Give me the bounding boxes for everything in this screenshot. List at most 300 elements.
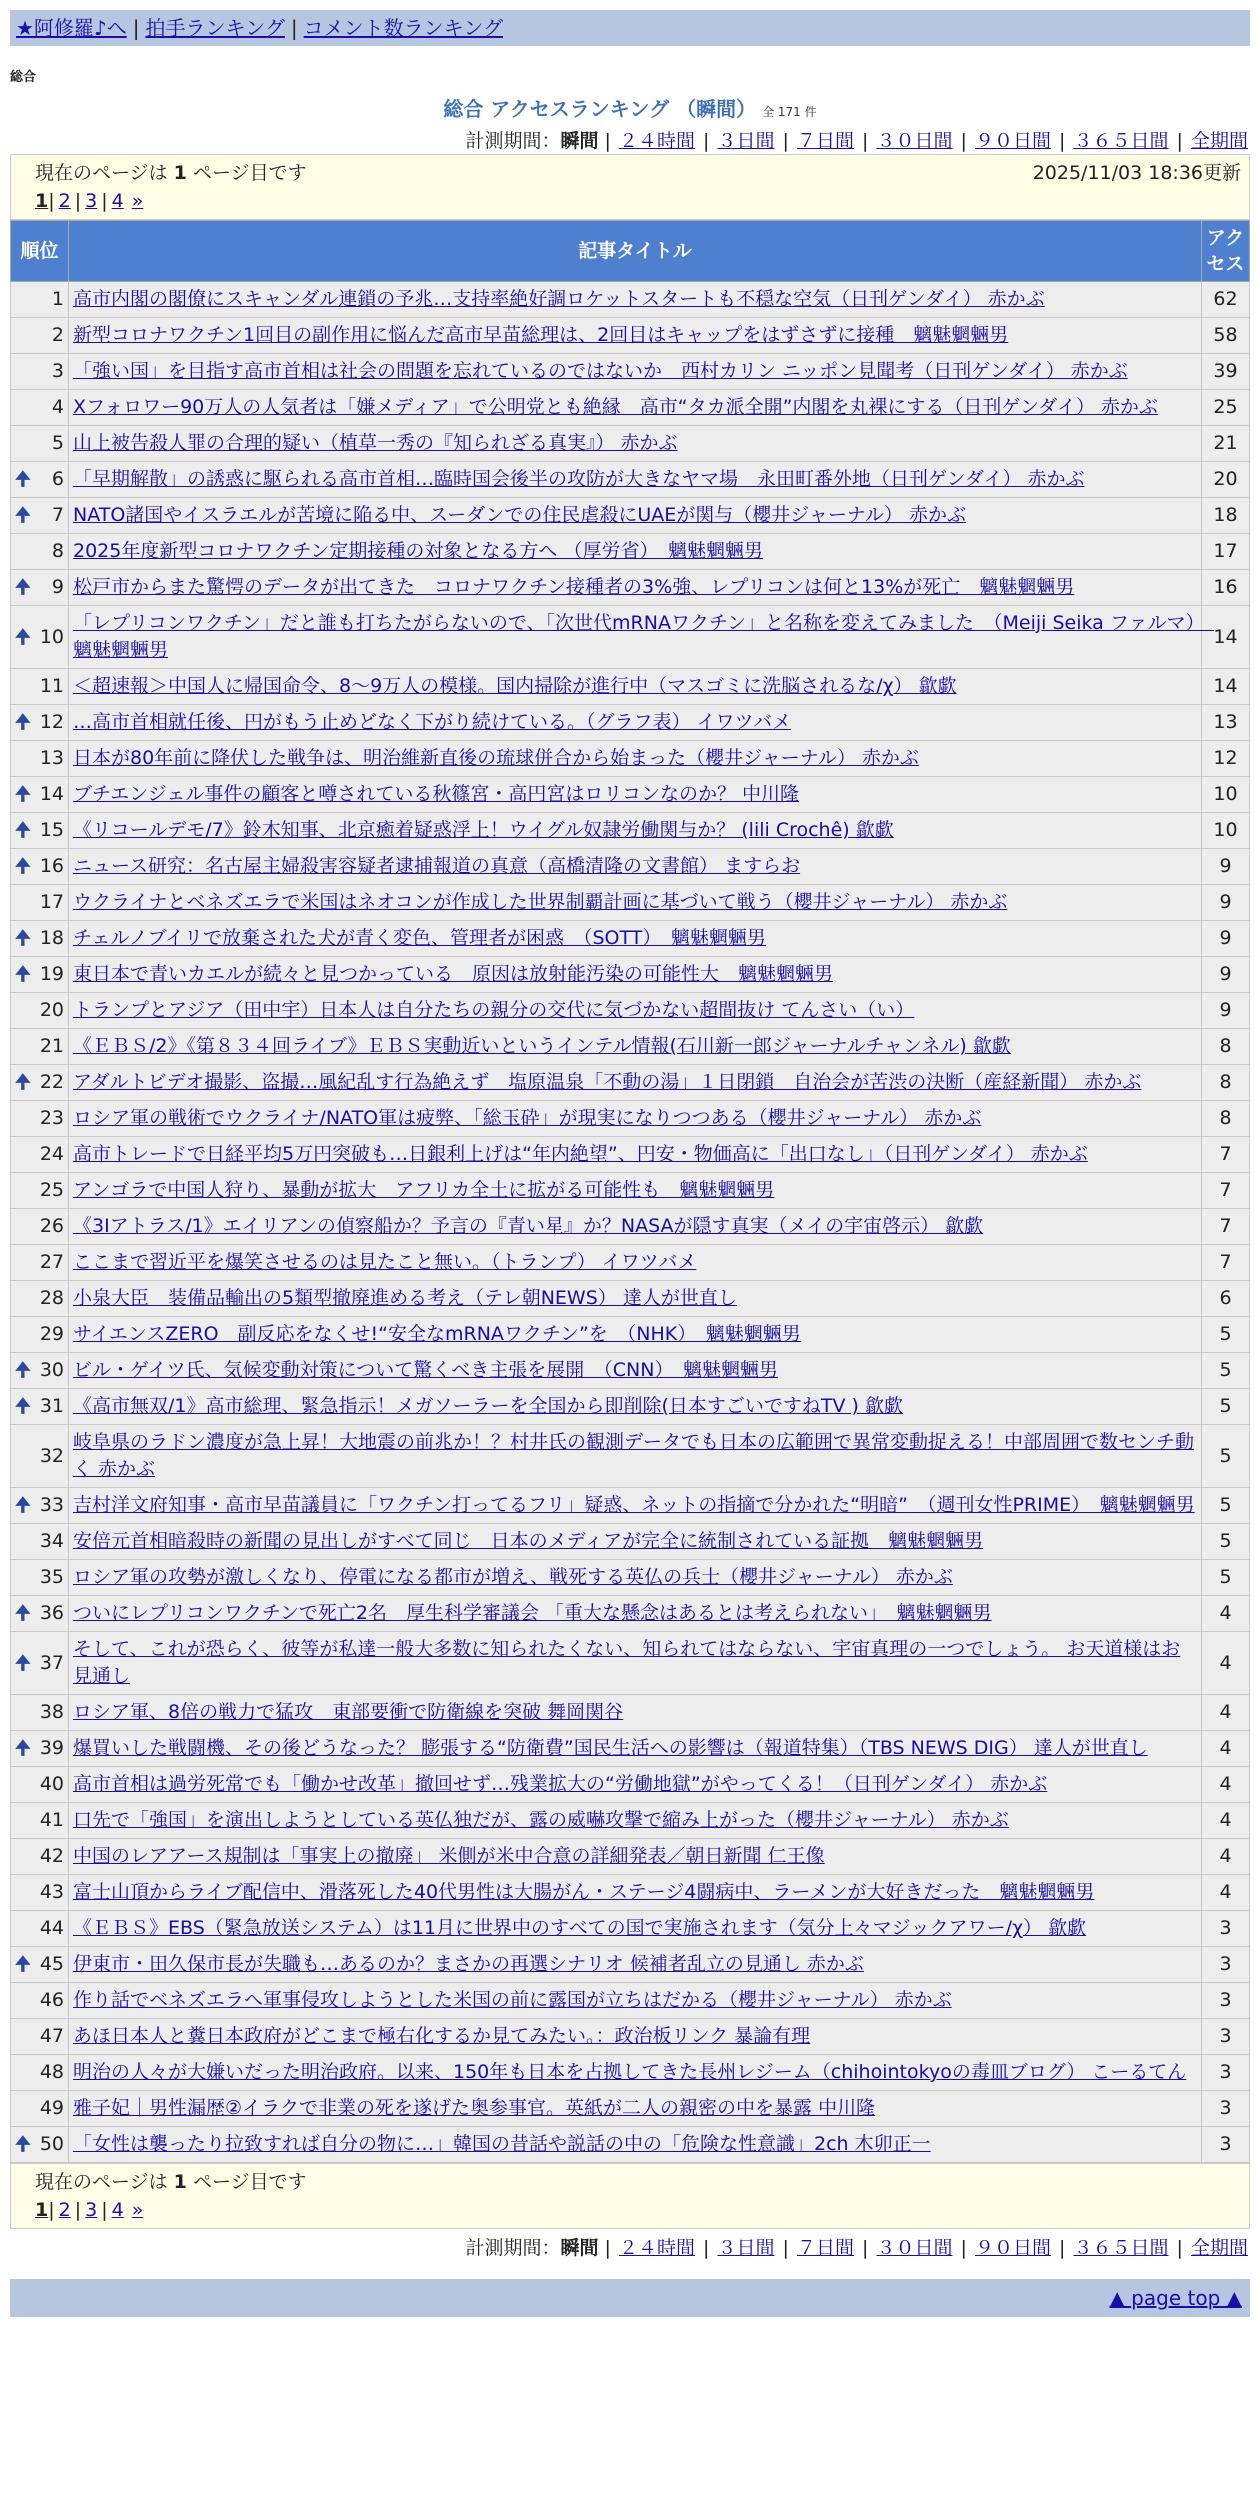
access-count: 5	[1202, 1560, 1250, 1596]
rank-cell	[11, 1875, 69, 1911]
article-link[interactable]: ロシア軍、8倍の戦力で猛攻 東部要衝で防衛線を突破 舞岡関谷	[73, 1701, 624, 1723]
access-count: 7	[1202, 1209, 1250, 1245]
article-link[interactable]: ウクライナとベネズエラで米国はネオコンが作成した世界制覇計画に基づいて戦う（櫻井ジャーナル） 赤かぶ	[73, 891, 1008, 913]
rank-up-arrow-icon: 🠉	[15, 625, 31, 648]
article-link[interactable]: 爆買いした戦闘機、その後どうなった？ 膨張する“防衛費”国民生活への影響は（報道特集）（TBS NEWS DIG） 達人が世直し	[73, 1737, 1148, 1759]
table-row	[11, 1839, 1250, 1875]
title-column-header: 記事タイトル	[69, 221, 1202, 282]
rank-cell	[11, 1983, 69, 2019]
title-cell	[69, 1875, 1202, 1911]
article-link[interactable]: 松戸市からまた驚愕のデータが出てきた コロナワクチン接種者の3%強、レプリコンは何と13%が死亡 魑魅魍魎男	[73, 576, 1075, 598]
rank-cell	[11, 282, 69, 318]
article-link[interactable]: 《高市無双/1》高市総理、緊急指示！メガソーラーを全国から即削除(日本すごいですねTV ) 歙歔	[73, 1395, 903, 1417]
clap-ranking-link[interactable]: 拍手ランキング	[145, 16, 285, 40]
period-separator: |	[598, 130, 617, 152]
rank-cell	[11, 318, 69, 354]
table-row	[11, 390, 1250, 426]
title-cell	[69, 705, 1202, 741]
period-separator: |	[1053, 2237, 1072, 2259]
article-link[interactable]: NATO諸国やイスラエルが苦境に陥る中、スーダンでの住民虐殺にUAEが関与（櫻井ジャーナル） 赤かぶ	[73, 504, 966, 526]
pagination	[35, 187, 1241, 215]
table-row	[11, 2055, 1250, 2091]
title-cell	[69, 390, 1202, 426]
rank-cell	[11, 1731, 69, 1767]
period-link-0[interactable]: ２４時間	[618, 2237, 695, 2259]
table-row	[11, 1911, 1250, 1947]
rank-cell	[11, 813, 69, 849]
rank-cell	[11, 705, 69, 741]
rank-cell	[11, 957, 69, 993]
article-link[interactable]: アンゴラで中国人狩り、暴動が拡大 アフリカ全土に拡がる可能性も 魑魅魍魎男	[73, 1179, 775, 1201]
period-link-6[interactable]: 全期間	[1190, 130, 1248, 152]
period-link-5[interactable]: ３６５日間	[1073, 2237, 1169, 2259]
table-row	[11, 426, 1250, 462]
ranking-rows	[11, 282, 1250, 2163]
article-link[interactable]: 雅子妃｜男性漏歴②イラクで非業の死を遂げた奥参事官。英紙が二人の親密の中を暴露 中川隆	[73, 2097, 876, 2119]
title-cell	[69, 1281, 1202, 1317]
article-link[interactable]: 日本が80年前に降伏した戦争は、明治維新直後の琉球併合から始まった（櫻井ジャーナル） 赤かぶ	[73, 747, 919, 769]
access-count: 9	[1202, 993, 1250, 1029]
rank-cell	[11, 1101, 69, 1137]
access-count: 9	[1202, 957, 1250, 993]
table-row	[11, 1029, 1250, 1065]
access-count: 4	[1202, 1875, 1250, 1911]
rank-number: 48	[39, 2061, 64, 2083]
table-row	[11, 1875, 1250, 1911]
rank-cell	[11, 1209, 69, 1245]
page-info-row	[35, 159, 1241, 187]
article-link[interactable]: 高市首相は過労死常でも「働かせ改革」撤回せず…残業拡大の“労働地獄”がやってくる！（日刊ゲンダイ） 赤かぶ	[73, 1773, 1048, 1795]
article-link[interactable]: 山上被告殺人罪の合理的疑い（植草一秀の『知られざる真実』） 赤かぶ	[73, 432, 678, 454]
rank-number: 2	[51, 324, 64, 346]
pagination-link-3[interactable]: 3	[85, 2199, 98, 2221]
period-link-3[interactable]: ３０日間	[876, 130, 953, 152]
article-link[interactable]: ついにレプリコンワクチンで死亡2名 厚生科学審議会 「重大な懸念はあるとは考えられない」 魑魅魍魎男	[73, 1602, 992, 1624]
access-count: 25	[1202, 390, 1250, 426]
rank-number: 50	[39, 2133, 64, 2155]
title-cell	[69, 1245, 1202, 1281]
access-count: 7	[1202, 1137, 1250, 1173]
rank-cell	[11, 1173, 69, 1209]
rank-number: 17	[39, 891, 64, 913]
access-count: 58	[1202, 318, 1250, 354]
access-count: 9	[1202, 885, 1250, 921]
rank-number: 1	[51, 288, 64, 310]
title-cell	[69, 570, 1202, 606]
title-cell	[69, 1560, 1202, 1596]
rank-number: 23	[39, 1107, 64, 1129]
article-link[interactable]: 富士山頂からライブ配信中、滑落死した40代男性は大腸がん・ステージ4闘病中、ラーメンが大好きだった 魑魅魍魎男	[73, 1881, 1095, 1903]
rank-cell	[11, 1947, 69, 1983]
table-row	[11, 1560, 1250, 1596]
article-link[interactable]: …高市首相就任後、円がもう止めどなく下がり続けている。（グラフ表） イワツバメ	[73, 711, 792, 733]
rank-cell	[11, 606, 69, 669]
rank-up-arrow-icon: 🠉	[15, 1494, 31, 1516]
article-link[interactable]: トランプとアジア（田中宇）日本人は自分たちの親分の交代に気づかない超間抜け てんさい（い）	[73, 999, 915, 1021]
period-label: 計測期間：	[465, 2237, 561, 2259]
comment-ranking-link[interactable]: コメント数ランキング	[303, 16, 504, 40]
table-row	[11, 1767, 1250, 1803]
rank-cell	[11, 570, 69, 606]
title-cell	[69, 2127, 1202, 2163]
rank-number: 10	[39, 625, 64, 648]
period-link-0[interactable]: ２４時間	[618, 130, 695, 152]
rank-number: 5	[51, 432, 64, 454]
table-row	[11, 813, 1250, 849]
pagination-next[interactable]: »	[131, 2199, 144, 2221]
rank-cell	[11, 1911, 69, 1947]
rank-cell	[11, 462, 69, 498]
pagination-link-4[interactable]: 4	[111, 2199, 124, 2221]
page-indicator	[35, 2168, 307, 2196]
title-cell	[69, 1767, 1202, 1803]
article-link[interactable]: 伊東市・田久保市長が失職も…あるのか？まさかの再選シナリオ 候補者乱立の見通し 赤かぶ	[73, 1953, 864, 1975]
table-row	[11, 1488, 1250, 1524]
article-link[interactable]: 吉村洋文府知事・高市早苗議員に「ワクチン打ってるフリ」疑惑、ネットの指摘で分かれた“明暗” （週刊女性PRIME） 魑魅魍魎男	[73, 1494, 1195, 1516]
table-row	[11, 1101, 1250, 1137]
table-row	[11, 318, 1250, 354]
title-cell	[69, 1209, 1202, 1245]
rank-number: 44	[39, 1917, 64, 1939]
rank-number: 39	[39, 1737, 64, 1759]
rank-cell	[11, 1524, 69, 1560]
access-count: 6	[1202, 1281, 1250, 1317]
access-count: 5	[1202, 1317, 1250, 1353]
rank-cell	[11, 390, 69, 426]
rank-up-arrow-icon: 🠉	[15, 1602, 31, 1624]
period-link-1[interactable]: ３日間	[717, 2237, 775, 2259]
title-cell	[69, 498, 1202, 534]
rank-number: 34	[39, 1530, 64, 1552]
title-cell	[69, 885, 1202, 921]
page-indicator-num: 1	[173, 2171, 187, 2193]
period-separator: |	[697, 2237, 716, 2259]
title-cell	[69, 534, 1202, 570]
rank-number: 15	[39, 819, 64, 841]
rank-cell	[11, 1029, 69, 1065]
table-row	[11, 1065, 1250, 1101]
table-row	[11, 1317, 1250, 1353]
table-row	[11, 1524, 1250, 1560]
table-row	[11, 1209, 1250, 1245]
title-cell	[69, 1731, 1202, 1767]
rank-number: 32	[39, 1444, 64, 1467]
updated-timestamp: 2025/11/03 18:36更新	[1032, 162, 1241, 184]
article-link[interactable]: ビル・ゲイツ氏、気候変動対策について驚くべき主張を展開 （CNN） 魑魅魍魎男	[73, 1359, 778, 1381]
period-current: 瞬間	[560, 130, 599, 152]
access-count: 9	[1202, 921, 1250, 957]
access-count: 3	[1202, 2091, 1250, 2127]
rank-up-arrow-icon: 🠉	[15, 1651, 31, 1674]
rank-cell	[11, 1767, 69, 1803]
period-separator: |	[954, 130, 973, 152]
access-count: 17	[1202, 534, 1250, 570]
page-title-text: 総合 アクセスランキング （瞬間）	[443, 97, 757, 121]
access-count: 10	[1202, 777, 1250, 813]
title-cell	[69, 2019, 1202, 2055]
rank-up-arrow-icon: 🠉	[15, 1737, 31, 1759]
title-cell	[69, 1065, 1202, 1101]
pagination-separator: |	[74, 190, 82, 212]
table-row	[11, 570, 1250, 606]
table-row	[11, 1353, 1250, 1389]
article-link[interactable]: サイエンスZERO 副反応をなくせ!“安全なmRNAワクチン”を （NHK） 魑魅魍魎男	[73, 1323, 801, 1345]
rank-cell	[11, 1353, 69, 1389]
title-cell	[69, 741, 1202, 777]
rank-up-arrow-icon: 🠉	[15, 1395, 31, 1417]
article-link[interactable]: 明治の人々が大嫌いだった明治政府。以来、150年も日本を占拠してきた長州レジーム（chihointokyoの毒皿ブログ） こーるてん	[73, 2061, 1187, 2083]
article-link[interactable]: ロシア軍の攻勢が激しくなり、停電になる都市が増え、戦死する英仏の兵士（櫻井ジャーナル） 赤かぶ	[73, 1566, 953, 1588]
article-link[interactable]: ロシア軍の戦術でウクライナ/NATO軍は疲弊、「総玉砕」が現実になりつつある（櫻井ジャーナル） 赤かぶ	[73, 1107, 982, 1129]
article-link[interactable]: 安倍元首相暗殺時の新聞の見出しがすべて同じ 日本のメディアが完全に統制されている証拠 魑魅魍魎男	[73, 1530, 984, 1552]
title-cell	[69, 2055, 1202, 2091]
pagination-link-3[interactable]: 3	[85, 190, 98, 212]
table-row	[11, 1389, 1250, 1425]
rank-number: 6	[51, 468, 64, 490]
access-count: 4	[1202, 1731, 1250, 1767]
article-link[interactable]: ここまで習近平を爆笑させるのは見たこと無い。（トランプ） イワツバメ	[73, 1251, 697, 1273]
rank-cell	[11, 1389, 69, 1425]
article-link[interactable]: 《ＥＢＳ》EBS（緊急放送システム）は11月に世界中のすべての国で実施されます（気分上々マジックアワー/χ） 歙歔	[73, 1917, 1087, 1939]
article-link[interactable]: 口先で「強国」を演出しようとしている英仏独だが、露の威嚇攻撃で縮み上がった（櫻井ジャーナル） 赤かぶ	[73, 1809, 1009, 1831]
access-count: 4	[1202, 1596, 1250, 1632]
rank-number: 37	[39, 1651, 64, 1674]
rank-cell	[11, 1488, 69, 1524]
table-row	[11, 705, 1250, 741]
article-link[interactable]: 「強い国」を目指す高市首相は社会の問題を忘れているのではないか 西村カリン ニッポン見聞考（日刊ゲンダイ） 赤かぶ	[73, 360, 1128, 382]
rank-number: 22	[39, 1071, 64, 1093]
title-cell	[69, 1947, 1202, 1983]
title-cell	[69, 1695, 1202, 1731]
access-count: 18	[1202, 498, 1250, 534]
article-link[interactable]: 「早期解散」の誘惑に駆られる高市首相…臨時国会後半の攻防が大きなヤマ場 永田町番外地（日刊ゲンダイ） 赤かぶ	[73, 468, 1085, 490]
rank-number: 47	[39, 2025, 64, 2047]
access-count: 8	[1202, 1065, 1250, 1101]
rank-number: 11	[39, 675, 64, 697]
rank-number: 40	[39, 1773, 64, 1795]
access-count: 8	[1202, 1029, 1250, 1065]
pagination-link-2[interactable]: 2	[58, 190, 71, 212]
period-link-4[interactable]: ９０日間	[974, 2237, 1051, 2259]
rank-number: 14	[39, 783, 64, 805]
rank-up-arrow-icon: 🠉	[15, 576, 31, 598]
table-row	[11, 1281, 1250, 1317]
pagination-link-4[interactable]: 4	[111, 190, 124, 212]
access-column-header: アクセス	[1202, 221, 1250, 282]
table-row	[11, 993, 1250, 1029]
access-count: 3	[1202, 2127, 1250, 2163]
article-link[interactable]: 《ＥＢＳ/2》《第８３４回ライブ》ＥＢＳ実動近いというインテル情報(石川新一郎ジャーナルチャンネル) 歙歔	[73, 1035, 1011, 1057]
article-link[interactable]: ブチエンジェル事件の顧客と噂されている秋篠宮・高円宮はロリコンなのか？ 中川隆	[73, 783, 800, 805]
page-indicator	[35, 159, 307, 187]
rank-number: 16	[39, 855, 64, 877]
article-link[interactable]: 小泉大臣 装備品輸出の5類型撤廃進める考え（テレ朝NEWS） 達人が世直し	[73, 1287, 737, 1309]
period-selector-bottom	[10, 2235, 1250, 2261]
rank-cell	[11, 1425, 69, 1488]
access-count: 12	[1202, 741, 1250, 777]
access-count: 14	[1202, 606, 1250, 669]
article-link[interactable]: そして、これが恐らく、彼等が私達一般大多数に知られたくない、知られてはならない、宇宙真理の一つでしょう。 お天道様はお見通し	[73, 1638, 1181, 1687]
rank-number: 3	[51, 360, 64, 382]
rank-up-arrow-icon: 🠉	[15, 783, 31, 805]
rank-cell	[11, 534, 69, 570]
period-selector-top	[10, 128, 1250, 154]
rank-number: 26	[39, 1215, 64, 1237]
pagination-current: 1	[35, 190, 49, 212]
table-row	[11, 534, 1250, 570]
rank-cell	[11, 498, 69, 534]
rank-number: 20	[39, 999, 64, 1021]
period-link-1[interactable]: ３日間	[717, 130, 775, 152]
period-separator: |	[1053, 130, 1072, 152]
access-count: 7	[1202, 1245, 1250, 1281]
title-cell	[69, 1488, 1202, 1524]
pagination-separator: |	[74, 2199, 82, 2221]
rank-up-arrow-icon: 🠉	[15, 2133, 31, 2155]
page-top-link[interactable]: ▲ page top ▲	[1109, 2286, 1242, 2310]
table-row	[11, 354, 1250, 390]
period-link-3[interactable]: ３０日間	[876, 2237, 953, 2259]
pagination	[35, 2196, 1241, 2224]
rank-number: 21	[39, 1035, 64, 1057]
rank-number: 7	[51, 504, 64, 526]
access-count: 5	[1202, 1353, 1250, 1389]
period-link-2[interactable]: ７日間	[796, 2237, 854, 2259]
rank-number: 33	[39, 1494, 64, 1516]
table-row	[11, 462, 1250, 498]
pagination-current: 1	[35, 2199, 49, 2221]
period-link-5[interactable]: ３６５日間	[1073, 130, 1169, 152]
article-link[interactable]: 《3Iアトラス/1》エイリアンの偵察船か？予言の『青い星』か？NASAが隠す真実（メイの宇宙啓示） 歙歔	[73, 1215, 984, 1237]
rank-number: 25	[39, 1179, 64, 1201]
rank-cell	[11, 1596, 69, 1632]
title-cell	[69, 1137, 1202, 1173]
rank-up-arrow-icon: 🠉	[15, 855, 31, 877]
page-title	[10, 93, 1250, 122]
rank-up-arrow-icon: 🠉	[15, 819, 31, 841]
article-link[interactable]: 《リコールデモ/7》鈴木知事、北京癒着疑惑浮上！ウイグル奴隷労働関与か？ (lili Crochê) 歙歔	[73, 819, 894, 841]
title-cell	[69, 1911, 1202, 1947]
article-link[interactable]: 高市トレードで日経平均5万円突破も…日銀利上げは“年内絶望”、円安・物価高に「出口なし」（日刊ゲンダイ） 赤かぶ	[73, 1143, 1088, 1165]
article-link[interactable]: 「女性は襲ったり拉致すれば自分の物に…」韓国の昔話や説話の中の「危険な性意識」2ch 木卯正一	[73, 2133, 931, 2155]
page-info-row	[35, 2168, 1241, 2196]
access-count: 16	[1202, 570, 1250, 606]
title-cell	[69, 1524, 1202, 1560]
access-count: 13	[1202, 705, 1250, 741]
rank-cell	[11, 669, 69, 705]
rank-cell	[11, 1695, 69, 1731]
title-cell	[69, 1803, 1202, 1839]
page-indicator-num: 1	[173, 162, 187, 184]
rank-number: 31	[39, 1395, 64, 1417]
table-row	[11, 606, 1250, 669]
article-link[interactable]: 東日本で青いカエルが続々と見つかっている 原因は放射能汚染の可能性大 魑魅魍魎男	[73, 963, 834, 985]
title-cell	[69, 1425, 1202, 1488]
period-link-4[interactable]: ９０日間	[974, 130, 1051, 152]
period-link-6[interactable]: 全期間	[1190, 2237, 1248, 2259]
title-cell	[69, 813, 1202, 849]
article-link[interactable]: 作り話でベネズエラへ軍事侵攻しようとした米国の前に露国が立ちはだかる（櫻井ジャーナル） 赤かぶ	[73, 1989, 952, 2011]
title-cell	[69, 777, 1202, 813]
rank-cell	[11, 2127, 69, 2163]
table-row	[11, 2019, 1250, 2055]
article-link[interactable]: Xフォロワー90万人の人気者は「嫌メディア」で公明党とも絶縁 高市“タカ派全開”内閣を丸裸にする（日刊ゲンダイ） 赤かぶ	[73, 396, 1158, 418]
page-info-top	[10, 154, 1250, 220]
period-label: 計測期間：	[465, 130, 561, 152]
article-link[interactable]: 「レプリコンワクチン」だと誰も打ちたがらないので、「次世代mRNAワクチン」と名称を変えてみました （Meiji Seika ファルマ） 魑魅魍魎男	[73, 612, 1214, 661]
article-link[interactable]: チェルノブイリで放棄された犬が青く変色、管理者が困惑 （SOTT） 魑魅魍魎男	[73, 927, 766, 949]
period-link-2[interactable]: ７日間	[796, 130, 854, 152]
rank-number: 49	[39, 2097, 64, 2119]
section-label: 総合	[10, 70, 37, 85]
access-count: 62	[1202, 282, 1250, 318]
table-row	[11, 1731, 1250, 1767]
access-count: 4	[1202, 1695, 1250, 1731]
article-link[interactable]: あほ日本人と糞日本政府がどこまで極右化するか見てみたい。：政治板リンク 暴論有理	[73, 2025, 811, 2047]
rank-number: 27	[39, 1251, 64, 1273]
period-separator: |	[598, 2237, 617, 2259]
rank-up-arrow-icon: 🠉	[15, 1071, 31, 1093]
rank-cell	[11, 2019, 69, 2055]
access-count: 3	[1202, 1911, 1250, 1947]
table-row	[11, 1173, 1250, 1209]
home-link[interactable]: ★阿修羅♪へ	[16, 16, 127, 40]
table-row	[11, 1137, 1250, 1173]
pagination-separator: |	[101, 2199, 108, 2221]
title-cell	[69, 669, 1202, 705]
rank-number: 38	[39, 1701, 64, 1723]
article-link[interactable]: アダルトビデオ撮影、盗撮…風紀乱す行為絶えず 塩原温泉「不動の湯」１日閉鎖 自治会が苦渋の決断（産経新聞） 赤かぶ	[73, 1071, 1142, 1093]
rank-number: 13	[39, 747, 64, 769]
rank-cell	[11, 1317, 69, 1353]
table-row	[11, 741, 1250, 777]
article-link[interactable]: 新型コロナワクチン1回目の副作用に悩んだ高市早苗総理は、2回目はキャップをはずさずに接種 魑魅魍魎男	[73, 324, 1009, 346]
article-link[interactable]: 中国のレアアース規制は「事実上の撤廃」 米側が米中合意の詳細発表／朝日新聞 仁王像	[73, 1845, 825, 1867]
table-row	[11, 921, 1250, 957]
title-cell	[69, 1353, 1202, 1389]
rank-number: 42	[39, 1845, 64, 1867]
rank-cell	[11, 2055, 69, 2091]
rank-cell	[11, 1839, 69, 1875]
article-link[interactable]: 高市内閣の閣僚にスキャンダル連鎖の予兆…支持率絶好調ロケットスタートも不穏な空気（日刊ゲンダイ） 赤かぶ	[73, 288, 1045, 310]
rank-number: 41	[39, 1809, 64, 1831]
rank-up-arrow-icon: 🠉	[15, 963, 31, 985]
pagination-next[interactable]: »	[131, 190, 144, 212]
rank-number: 43	[39, 1881, 64, 1903]
rank-cell	[11, 354, 69, 390]
article-link[interactable]: ＜超速報＞中国人に帰国命令、8〜9万人の模様。国内掃除が進行中（マスゴミに洗脳されるな/χ） 歙歔	[73, 675, 957, 697]
rank-cell	[11, 1803, 69, 1839]
article-link[interactable]: ニュース研究：名古屋主婦殺害容疑者逮捕報道の真意（高橋清隆の文書館） ますらお	[73, 855, 801, 877]
title-cell	[69, 1029, 1202, 1065]
page-indicator-pre: 現在のページは	[35, 162, 174, 184]
title-cell	[69, 1632, 1202, 1695]
article-link[interactable]: 岐阜県のラドン濃度が急上昇！大地震の前兆か！？村井氏の観測データでも日本の広範囲で異常変動捉える！中部周囲で数センチ動く 赤かぶ	[73, 1431, 1195, 1480]
access-count: 21	[1202, 426, 1250, 462]
rank-number: 46	[39, 1989, 64, 2011]
period-separator: |	[697, 130, 716, 152]
total-count: 全 171 件	[762, 105, 817, 119]
rank-up-arrow-icon: 🠉	[15, 1359, 31, 1381]
period-separator: |	[1170, 130, 1189, 152]
page-info-bottom	[10, 2163, 1250, 2229]
period-current: 瞬間	[560, 2237, 599, 2259]
rank-number: 45	[39, 1953, 64, 1975]
article-link[interactable]: 2025年度新型コロナワクチン定期接種の対象となる方へ （厚労省） 魑魅魍魎男	[73, 540, 763, 562]
pagination-link-2[interactable]: 2	[58, 2199, 71, 2221]
access-count: 4	[1202, 1767, 1250, 1803]
table-row	[11, 849, 1250, 885]
